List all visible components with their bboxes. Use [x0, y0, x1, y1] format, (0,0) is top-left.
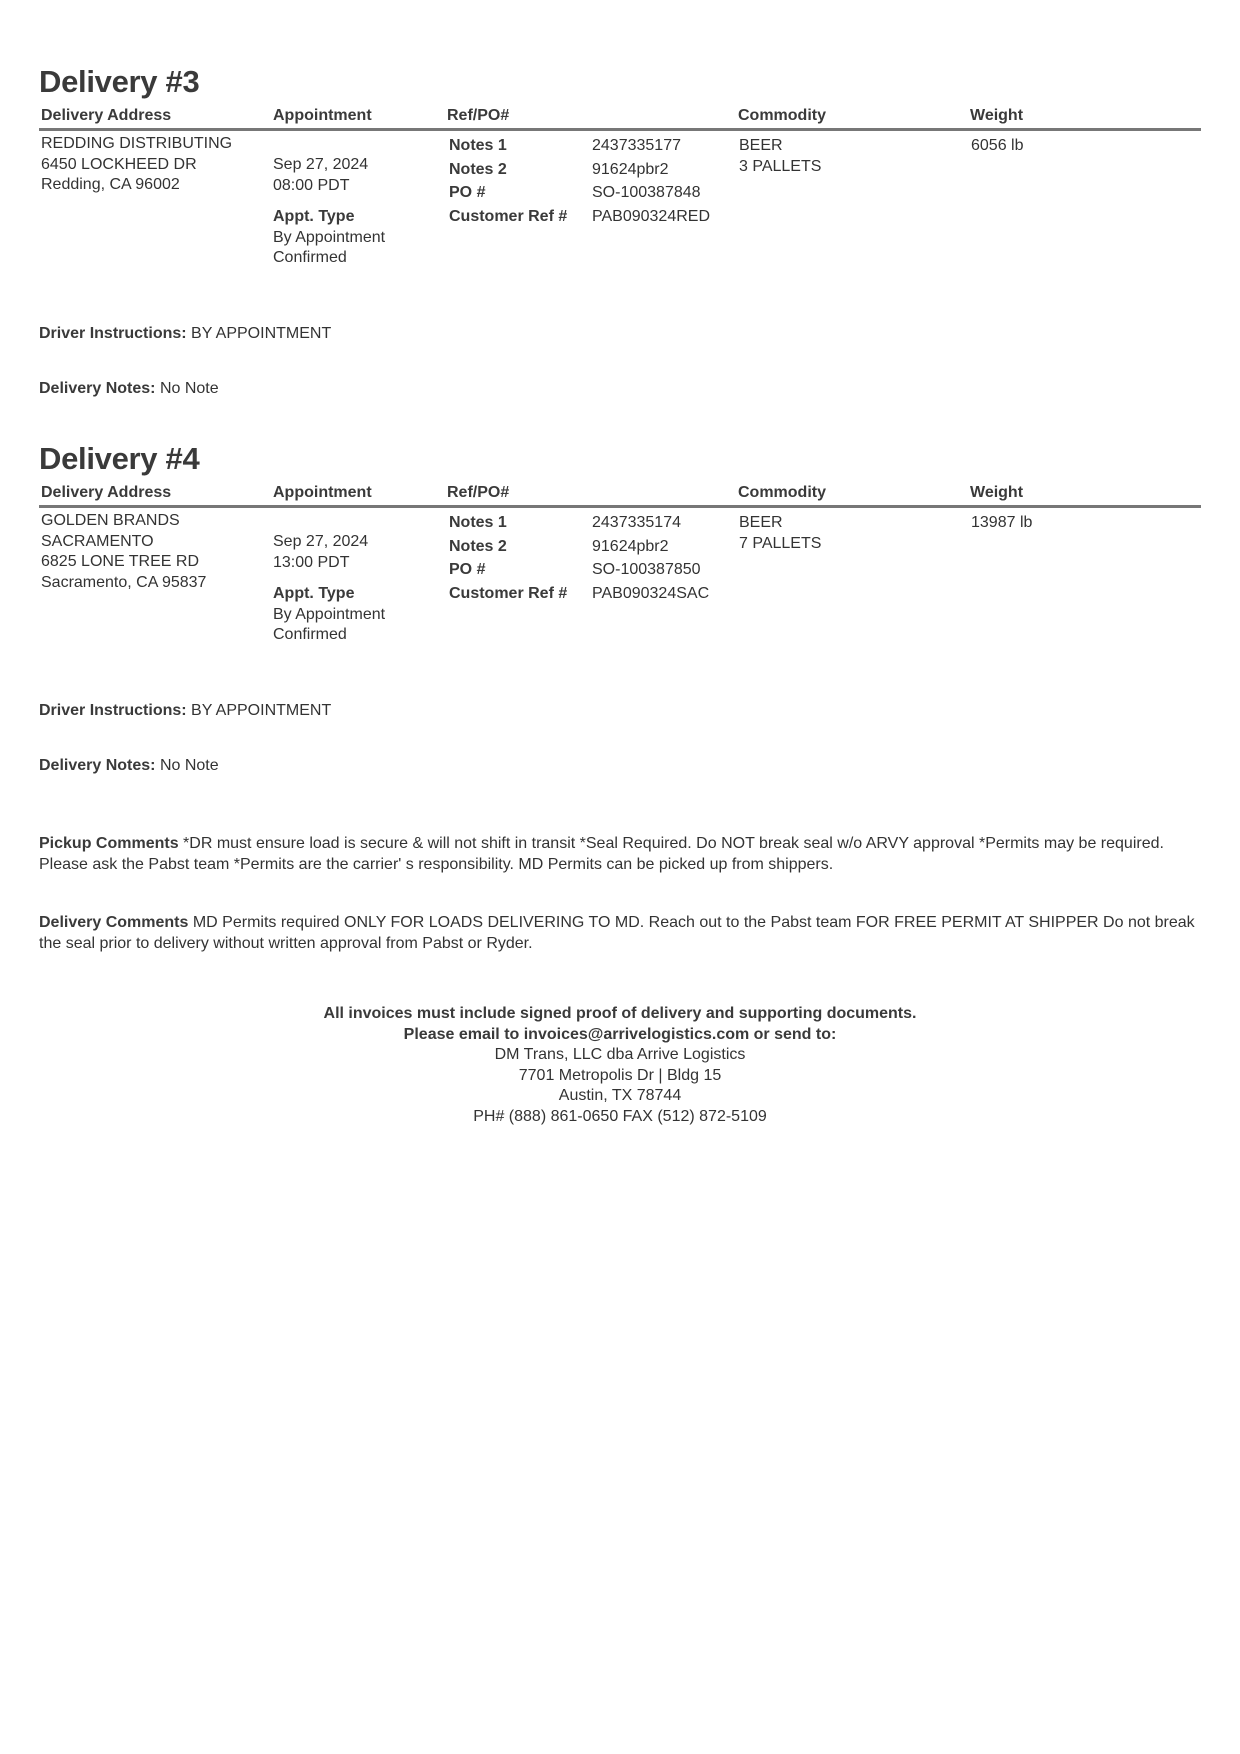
- driver-instructions-value: BY APPOINTMENT: [191, 702, 332, 719]
- header-ref-po: Ref/PO#: [447, 484, 510, 501]
- delivery-notes-value: No Note: [159, 380, 219, 397]
- pickup-comments-text: *DR must ensure load is secure & will not shift in transit *Seal Required. Do NOT break seal w/o ARVY approval *Permits may be required. Please ask the Pabst team *Permits are the carrier' s responsibility. MD Permits can be picked up from shippers.: [39, 835, 1164, 873]
- delivery-address: [41, 511, 206, 593]
- driver-instructions: [39, 323, 331, 344]
- weight: 6056 lb: [971, 137, 1024, 154]
- appointment-date: Sep 27, 2024: [273, 156, 369, 173]
- header-weight: Weight: [970, 107, 1024, 124]
- po-label: PO #: [449, 184, 486, 201]
- header-appointment: Appointment: [273, 107, 372, 124]
- delivery-section-3: [39, 64, 1201, 397]
- delivery-comments: [39, 912, 1201, 954]
- header-ref-po: Ref/PO#: [447, 107, 510, 124]
- ref-po: [449, 513, 729, 607]
- delivery-comments-label: Delivery Comments: [39, 914, 189, 931]
- appt-type-value: By Appointment: [273, 228, 386, 246]
- pickup-comments: [39, 833, 1201, 875]
- header-delivery-address: Delivery Address: [41, 484, 172, 501]
- appt-type-status: Confirmed: [273, 249, 347, 266]
- notes2-value: 91624pbr2: [592, 160, 669, 178]
- notes2-value: 91624pbr2: [592, 537, 669, 555]
- address-line: Redding, CA 96002: [41, 176, 180, 193]
- notes1-label: Notes 1: [449, 514, 507, 531]
- weight: 13987 lb: [971, 514, 1033, 531]
- address-line: SACRAMENTO: [41, 532, 154, 550]
- footer-city: Austin, TX 78744: [558, 1087, 682, 1104]
- delivery-notes-label: Delivery Notes:: [39, 380, 156, 397]
- delivery-notes-value: No Note: [159, 757, 219, 774]
- address-line: REDDING DISTRIBUTING: [41, 135, 233, 152]
- delivery-title: Delivery #3: [39, 64, 200, 99]
- delivery-notes-label: Delivery Notes:: [39, 757, 156, 774]
- commodity-qty: 7 PALLETS: [739, 534, 822, 552]
- customer-ref-value: PAB090324SAC: [592, 584, 710, 602]
- pickup-comments-label: Pickup Comments: [39, 835, 179, 852]
- commodity-qty: 3 PALLETS: [739, 157, 822, 175]
- driver-instructions-label: Driver Instructions:: [39, 702, 187, 719]
- delivery-comments-text: MD Permits required ONLY FOR LOADS DELIVERING TO MD. Reach out to the Pabst team FOR FREE PERMIT AT SHIPPER Do not break the seal prior to delivery without written approval from Pabst or Ryder.: [39, 914, 1195, 952]
- header-appointment: Appointment: [273, 484, 372, 501]
- notes2-label: Notes 2: [449, 537, 507, 555]
- notes1-value: 2437335177: [592, 137, 681, 154]
- footer-invoice-note: All invoices must include signed proof of delivery and supporting documents.: [323, 1005, 917, 1022]
- delivery-notes: [39, 755, 219, 776]
- po-label: PO #: [449, 561, 486, 578]
- driver-instructions-label: Driver Instructions:: [39, 325, 187, 342]
- header-delivery-address: Delivery Address: [41, 107, 172, 124]
- appointment-time: 13:00 PDT: [273, 553, 350, 571]
- appointment: [273, 532, 385, 646]
- invoice-footer: [39, 1004, 1201, 1127]
- table-header: [39, 481, 1201, 508]
- header-commodity: Commodity: [738, 107, 826, 124]
- appt-type-label: Appt. Type: [273, 585, 355, 602]
- commodity-name: BEER: [739, 137, 783, 154]
- address-line: Sacramento, CA 95837: [41, 573, 207, 591]
- notes2-label: Notes 2: [449, 160, 507, 178]
- notes1-value: 2437335174: [592, 514, 681, 531]
- address-line: GOLDEN BRANDS: [41, 512, 180, 529]
- notes1-label: Notes 1: [449, 137, 507, 154]
- table-row: [39, 131, 1201, 309]
- customer-ref-value: PAB090324RED: [592, 207, 710, 225]
- appointment: [273, 155, 385, 269]
- delivery-section-4: [39, 441, 1201, 774]
- footer-company: DM Trans, LLC dba Arrive Logistics: [494, 1046, 746, 1063]
- customer-ref-label: Customer Ref #: [449, 207, 568, 225]
- commodity: [739, 513, 821, 554]
- table-row: [39, 508, 1201, 686]
- po-value: SO-100387850: [592, 561, 701, 578]
- header-weight: Weight: [970, 484, 1024, 501]
- driver-instructions: [39, 700, 331, 721]
- driver-instructions-value: BY APPOINTMENT: [191, 325, 332, 342]
- appt-type-label: Appt. Type: [273, 208, 355, 225]
- delivery-address: [41, 134, 232, 196]
- table-header: [39, 104, 1201, 131]
- delivery-title: Delivery #4: [39, 441, 200, 476]
- delivery-notes: [39, 378, 219, 399]
- appointment-date: Sep 27, 2024: [273, 533, 369, 550]
- commodity-name: BEER: [739, 514, 783, 531]
- appointment-time: 08:00 PDT: [273, 176, 350, 194]
- footer-email-note: Please email to invoices@arrivelogistics.com or send to:: [403, 1025, 837, 1043]
- appt-type-value: By Appointment: [273, 605, 386, 623]
- commodity: [739, 136, 821, 177]
- appt-type-status: Confirmed: [273, 626, 347, 643]
- footer-street: 7701 Metropolis Dr | Bldg 15: [518, 1066, 722, 1084]
- ref-po: [449, 136, 729, 230]
- po-value: SO-100387848: [592, 184, 701, 201]
- footer-phone-fax: PH# (888) 861-0650 FAX (512) 872-5109: [473, 1107, 767, 1125]
- customer-ref-label: Customer Ref #: [449, 584, 568, 602]
- address-line: 6825 LONE TREE RD: [41, 553, 199, 570]
- header-commodity: Commodity: [738, 484, 826, 501]
- address-line: 6450 LOCKHEED DR: [41, 155, 197, 173]
